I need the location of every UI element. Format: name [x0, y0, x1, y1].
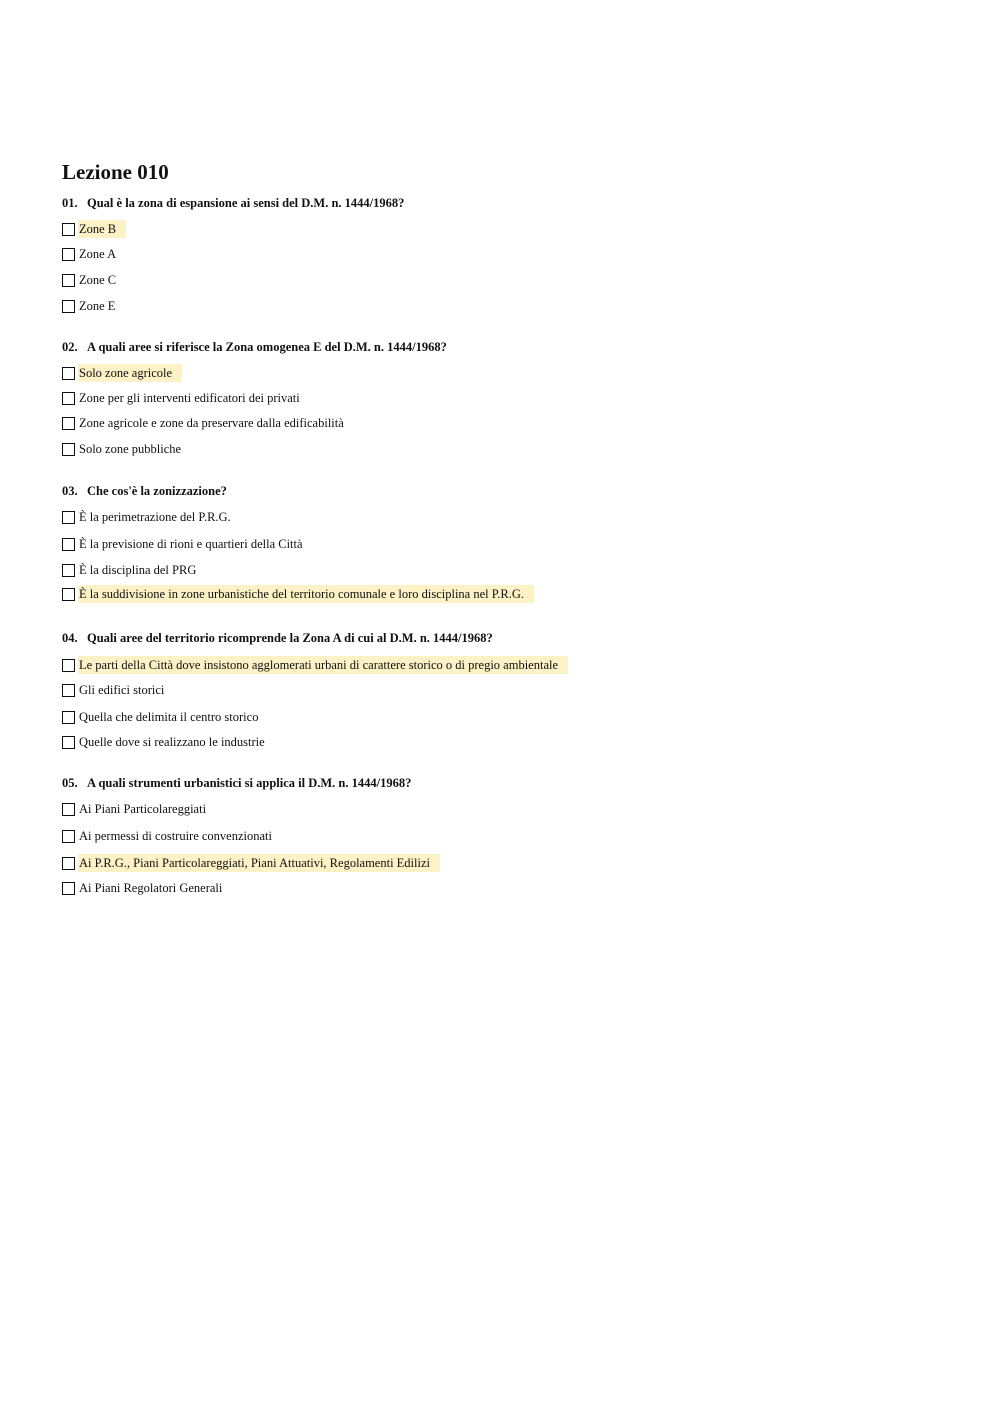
checkbox[interactable]	[62, 538, 75, 551]
answer-option[interactable]	[62, 508, 241, 526]
checkbox[interactable]	[62, 803, 75, 816]
answer-option[interactable]	[62, 440, 191, 458]
answer-label: Zone A	[79, 247, 117, 261]
question-text	[62, 775, 962, 791]
checkbox[interactable]	[62, 511, 75, 524]
answer-label: È la disciplina del PRG	[79, 563, 197, 577]
question-label: Quali aree del territorio ricomprende la Zona A di cui al D.M. n. 1444/1968?	[87, 631, 493, 645]
checkbox[interactable]	[62, 564, 75, 577]
checkbox[interactable]	[62, 857, 75, 870]
question-number: 02.	[62, 340, 78, 354]
answer-option[interactable]	[62, 414, 354, 432]
page-title: Lezione 010	[62, 160, 169, 184]
checkbox[interactable]	[62, 830, 75, 843]
checkbox[interactable]	[62, 882, 75, 895]
answer-label: È la perimetrazione del P.R.G.	[79, 510, 231, 524]
answer-option[interactable]	[62, 800, 216, 818]
answer-label: Ai Piani Particolareggiati	[79, 802, 207, 816]
question-04	[62, 630, 962, 749]
checkbox[interactable]	[62, 711, 75, 724]
question-01	[62, 195, 962, 313]
answer-label: Zone agricole e zone da preservare dalla edificabilità	[79, 416, 344, 430]
answer-label: Solo zone pubbliche	[79, 442, 182, 456]
answer-option[interactable]	[62, 585, 534, 603]
answer-option[interactable]	[62, 681, 174, 699]
question-number: 03.	[62, 484, 78, 498]
answer-option[interactable]	[62, 708, 268, 726]
answer-option[interactable]	[62, 827, 282, 845]
answer-option[interactable]	[62, 271, 126, 289]
answer-option[interactable]	[62, 561, 206, 579]
answer-label: Zone C	[79, 273, 117, 287]
checkbox[interactable]	[62, 392, 75, 405]
answer-option[interactable]	[62, 297, 125, 315]
answer-label: Le parti della Città dove insistono agglomerati urbani di carattere storico o di pregio ambientale	[78, 656, 568, 674]
answer-label: Quelle dove si realizzano le industrie	[79, 735, 265, 749]
checkbox[interactable]	[62, 367, 75, 380]
answer-label: Gli edifici storici	[79, 683, 165, 697]
answer-option[interactable]	[62, 364, 182, 382]
checkbox[interactable]	[62, 659, 75, 672]
answer-option[interactable]	[62, 854, 440, 872]
question-text	[62, 483, 962, 499]
question-text	[62, 339, 962, 355]
checkbox[interactable]	[62, 588, 75, 601]
question-03	[62, 483, 962, 601]
answer-option[interactable]	[62, 656, 568, 674]
answer-label: È la suddivisione in zone urbanistiche del territorio comunale e loro disciplina nel P.R.G.	[78, 585, 534, 603]
answer-option[interactable]	[62, 733, 275, 751]
answer-option[interactable]	[62, 245, 126, 263]
answer-label: Quella che delimita il centro storico	[79, 710, 259, 724]
checkbox[interactable]	[62, 223, 75, 236]
question-label: Che cos'è la zonizzazione?	[87, 484, 227, 498]
question-02	[62, 339, 962, 456]
checkbox[interactable]	[62, 248, 75, 261]
question-number: 05.	[62, 776, 78, 790]
answer-option[interactable]	[62, 389, 310, 407]
checkbox[interactable]	[62, 443, 75, 456]
answer-label: Zone E	[79, 299, 116, 313]
question-label: A quali aree si riferisce la Zona omogenea E del D.M. n. 1444/1968?	[87, 340, 447, 354]
question-label: A quali strumenti urbanistici si applica il D.M. n. 1444/1968?	[87, 776, 412, 790]
answer-label: Zone B	[78, 220, 126, 238]
checkbox[interactable]	[62, 736, 75, 749]
answer-option[interactable]	[62, 220, 126, 238]
question-05	[62, 775, 962, 895]
checkbox[interactable]	[62, 300, 75, 313]
question-number: 04.	[62, 631, 78, 645]
answer-label: Ai permessi di costruire convenzionati	[79, 829, 272, 843]
answer-label: Zone per gli interventi edificatori dei privati	[79, 391, 300, 405]
checkbox[interactable]	[62, 274, 75, 287]
answer-label: Solo zone agricole	[78, 364, 182, 382]
question-text	[62, 630, 962, 646]
answer-label: Ai P.R.G., Piani Particolareggiati, Piani Attuativi, Regolamenti Edilizi	[78, 854, 440, 872]
question-text	[62, 195, 962, 211]
question-number: 01.	[62, 196, 78, 210]
checkbox[interactable]	[62, 417, 75, 430]
answer-label: È la previsione di rioni e quartieri della Città	[79, 537, 303, 551]
answer-option[interactable]	[62, 535, 313, 553]
question-label: Qual è la zona di espansione ai sensi del D.M. n. 1444/1968?	[87, 196, 405, 210]
answer-option[interactable]	[62, 879, 232, 897]
answer-label: Ai Piani Regolatori Generali	[79, 881, 223, 895]
checkbox[interactable]	[62, 684, 75, 697]
